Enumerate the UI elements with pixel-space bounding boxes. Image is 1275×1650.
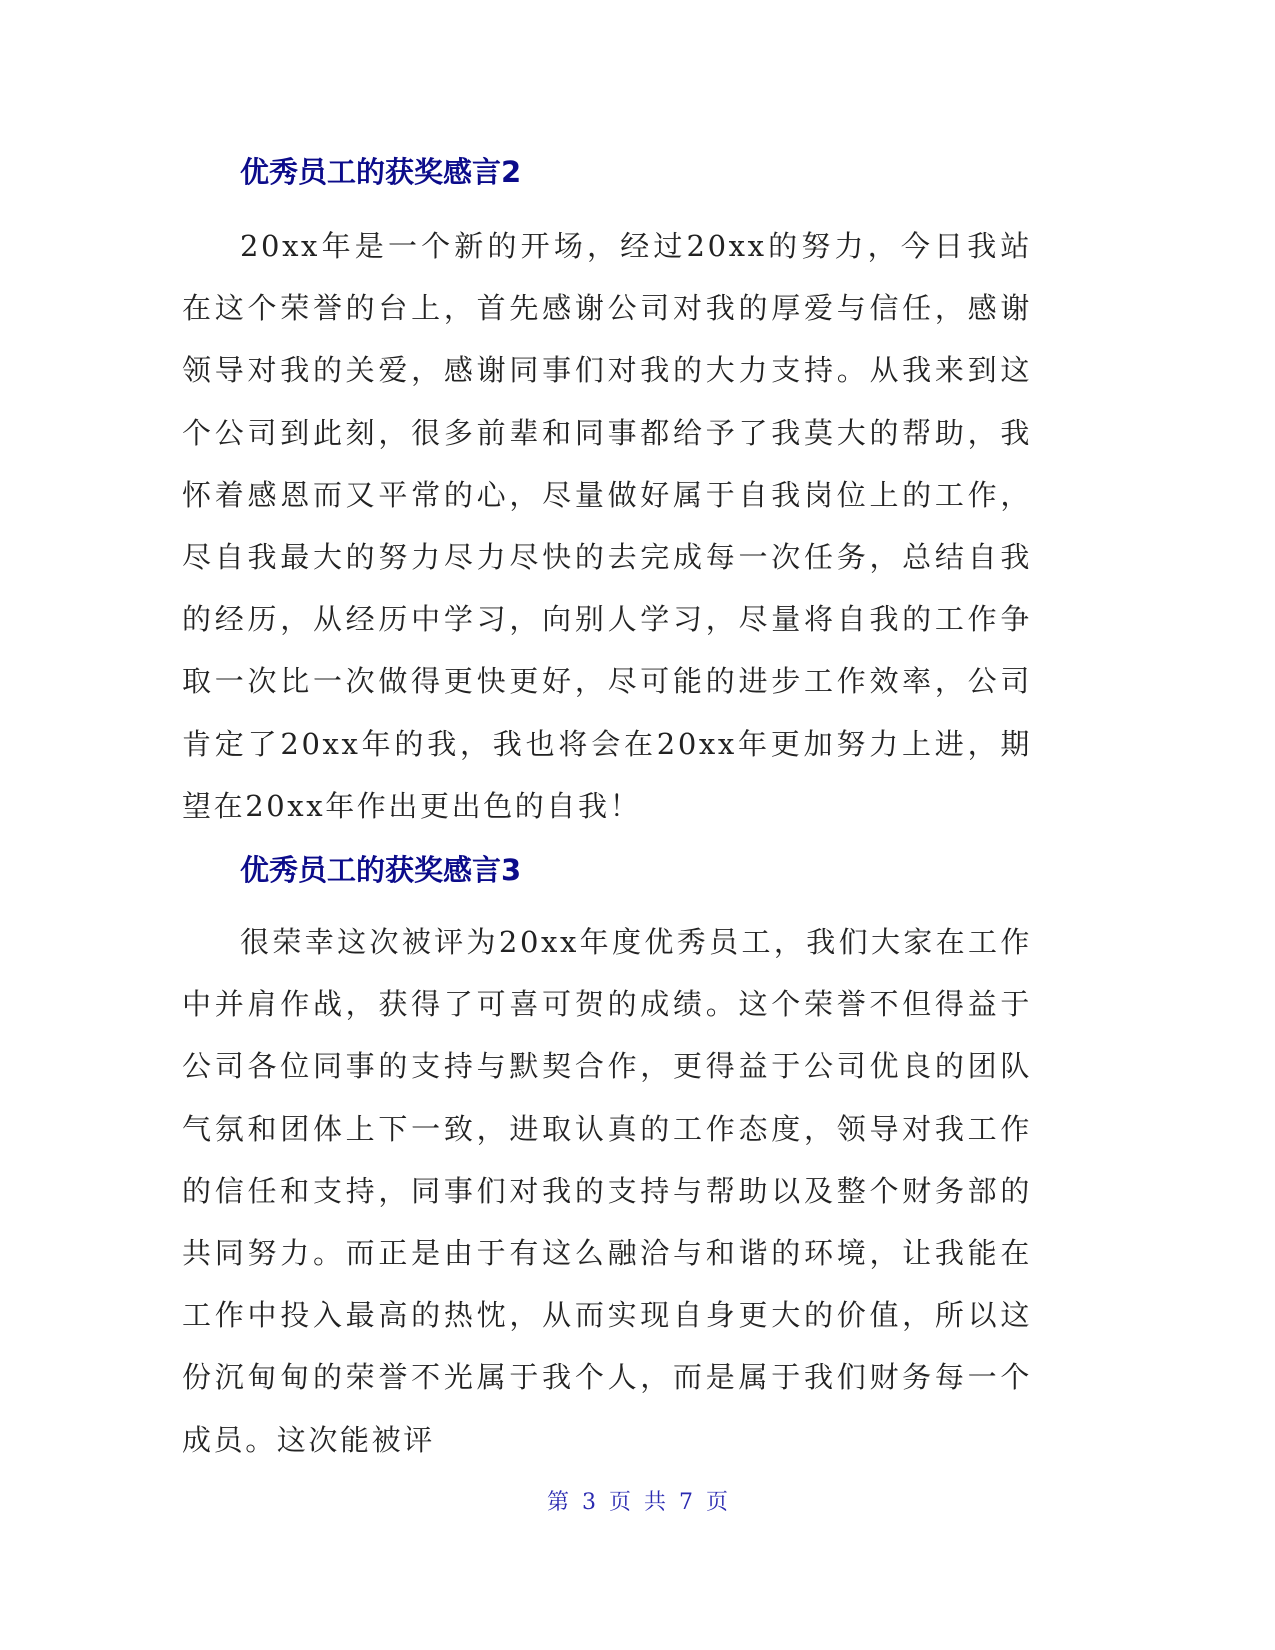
page-number-footer: 第 3 页 共 7 页	[547, 1490, 728, 1515]
section-paragraph-2: 20xx年是一个新的开场，经过20xx的努力，今日我站在这个荣誉的台上，首先感谢公司对我的厚爱与信任，感谢领导对我的关爱，感谢同事们对我的大力支持。从我来到这个公司到此刻，很多前辈和同事都给予了我莫大的帮助，我怀着感恩而又平常的心，尽量做好属于自我岗位上的工作，尽自我最大的努力尽力尽快的去完成每一次任务，总结自我的经历，从经历中学习，向别人学习，尽量将自我的工作争取一次比一次做得更快更好，尽可能的进步工作效率，公司肯定了20xx年的我，我也将会在20xx年更加努力上进，期望在20xx年作出更出色的自我！	[182, 229, 1032, 823]
section-paragraph-3: 很荣幸这次被评为20xx年度优秀员工，我们大家在工作中并肩作战，获得了可喜可贺的成绩。这个荣誉不但得益于公司各位同事的支持与默契合作，更得益于公司优良的团队气氛和团体上下一致，进取认真的工作态度，领导对我工作的信任和支持，同事们对我的支持与帮助以及整个财务部的共同努力。而正是由于有这么融洽与和谐的环境，让我能在工作中投入最高的热忱，从而实现自身更大的价值，所以这份沉甸甸的荣誉不光属于我个人，而是属于我们财务每一个成员。这次能被评	[182, 925, 1032, 1457]
section-title-2: 优秀员工的获奖感言2	[240, 155, 522, 189]
section-title-3: 优秀员工的获奖感言3	[240, 853, 522, 887]
